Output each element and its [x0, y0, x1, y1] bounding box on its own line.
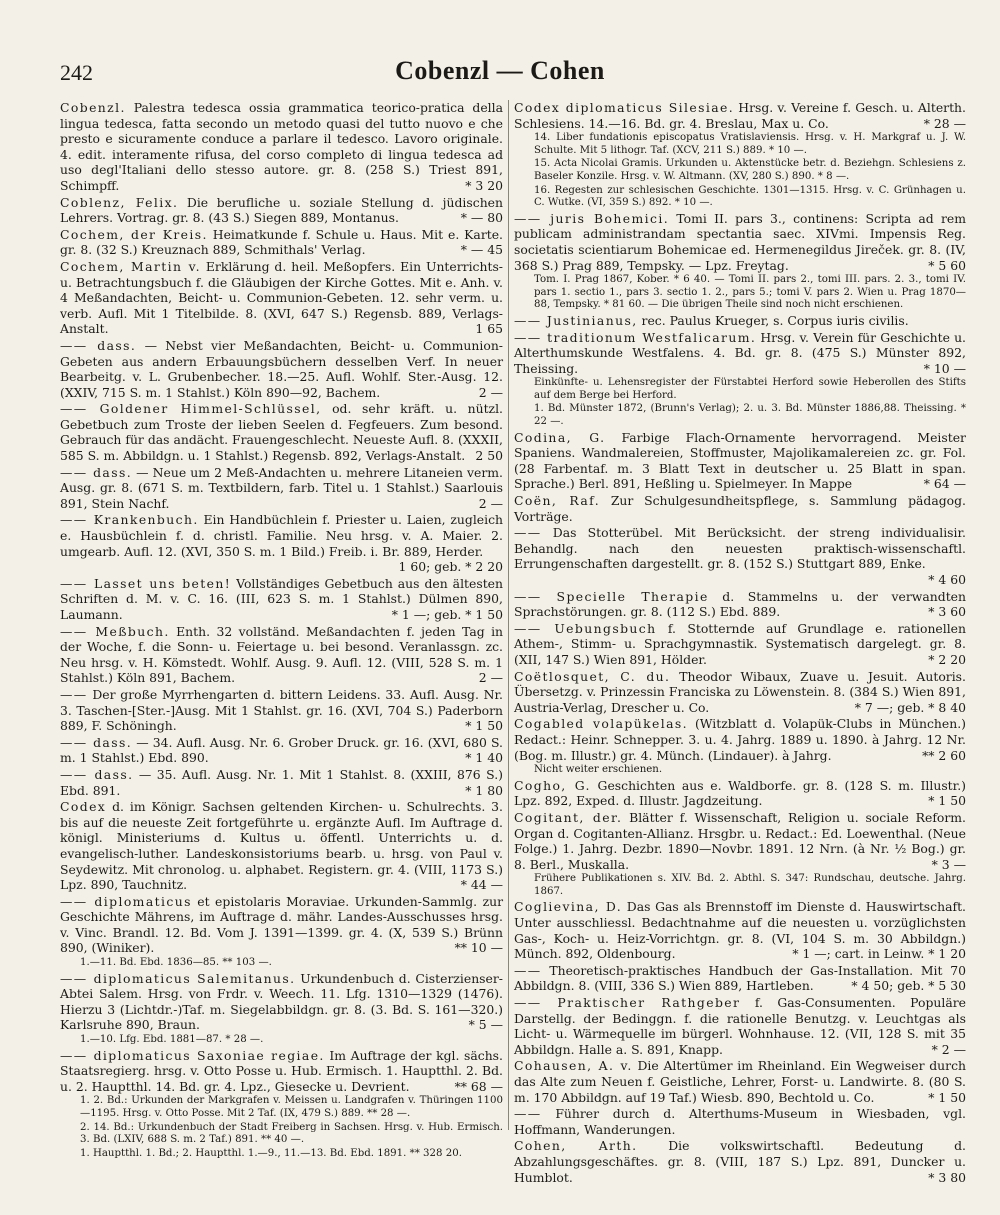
entry-text: rec. Paulus Krueger, s. Corpus iuris civilis. — [641, 312, 909, 328]
bibliography-entry — [514, 963, 966, 994]
entry-text: Im Auftrage der kgl. sächs. Staatsregierg. hrsg. v. Otto Posse u. Hub. Ermisch. 1. Hauptthl. 2. Bd. u. 2. Hauptthl. 14. Bd. gr. 4. Lpz., Giesecke u. Devrient. — [60, 1047, 503, 1094]
entry-heading: —— Praktischer Rathgeber — [514, 995, 741, 1011]
entry-price: * 64 — — [923, 476, 966, 492]
entry-heading: —— dass. — [60, 464, 133, 480]
entry-note: 1.—10. Lfg. Ebd. 1881—87. * 28 —. — [80, 1034, 264, 1046]
entry-price: ** 10 — — [454, 940, 503, 956]
bibliography-entry — [60, 735, 503, 766]
entry-text: Die berufliche u. soziale Stellung d. jüdischen Lehrers. Vortrag. gr. 8. (43 S.) Siegen 889, Montanus. — [60, 194, 503, 226]
bibliography-entry — [60, 971, 503, 1033]
bibliography-entry — [60, 894, 503, 956]
bibliography-entry — [514, 778, 966, 809]
entry-price: 2 50 — [475, 448, 503, 464]
entry-heading: Coën, Raf. — [514, 493, 601, 509]
bibliography-entry — [514, 430, 966, 492]
entry-heading: Coglievina, D. — [514, 899, 623, 915]
bibliography-entry — [60, 195, 503, 226]
bibliography-entry — [514, 330, 966, 377]
entry-price: * 1 —; geb. * 1 50 — [391, 607, 503, 622]
running-head: Cobenzl — Cohen — [395, 56, 605, 85]
bibliography-entry — [514, 1138, 966, 1185]
entry-price: * 3 60 — [928, 604, 966, 620]
entry-price: ** 2 60 — [922, 747, 966, 763]
entry-text: Erklärung d. heil. Meßopfers. Ein Unterrichts- u. Betrachtungsbuch f. die Gläubigen der Kirche Gottes. Mit e. Anh. v. 4 Meßandachten, Beicht- u. Communion-Gebeten. 12. sehr verm. u. verb. Aufl. Mit 1 Titelbilde. 8. (XVI, 647 S.) Regensb. 889, Verlags-Anstalt. — [60, 258, 503, 337]
entry-price: * 7 —; geb. * 8 40 — [854, 699, 966, 715]
entry-note: 15. Acta Nicolai Gramis. Urkunden u. Aktenstücke betr. d. Beziehgn. Schlesiens z. Baseler Konzile. Hrsg. v. W. Altmann. (XV, 280 S.) 890. * 8 —. — [534, 158, 966, 182]
entry-note: 1. 2. Bd.: Urkunden der Markgrafen v. Meissen u. Landgrafen v. Thüringen 1100—1195. Hrsg. v. Otto Posse. Mit 2 Taf. (IX, 479 S.) 889. ** 28 —. — [80, 1095, 503, 1119]
entry-heading: Cohausen, A. v. — [514, 1058, 633, 1074]
entry-heading: Cogho, G. — [514, 777, 591, 793]
bibliography-entry — [60, 799, 503, 893]
entry-price: * 1 50 — [928, 793, 966, 809]
entry-text: Blätter f. Wissenschaft, Religion u. sociale Reform. Organ d. Cogitanten-Allianz. Hrsgbr. u. Redact.: Ed. Loewenthal. (Neue Folge.) 1. Jahrg. Dezbr. 1890—Novbr. 1891. 12 Nrn. (à Nr. ½ Bog.) gr. 8. Berl., Muskalla. — [514, 809, 966, 872]
entry-price: * 28 — — [923, 115, 966, 131]
entry-price: * 1 40 — [465, 750, 503, 766]
entry-price: * 1 —; cart. in Leinw. * 1 20 — [792, 946, 966, 962]
entry-text: (Witzblatt d. Volapük-Clubs in München.) Redact.: Heinr. Schnepper. 3. u. 4. Jahrg. 1889 u. 1890. à Jahrg. 12 Nr. (Bog. m. Illustr.) gr. 4. Münch. (Lindauer). à Jahrg. — [514, 716, 966, 763]
entry-heading: —— — [60, 686, 88, 702]
entry-note: 1.—11. Bd. Ebd. 1836—85. ** 103 —. — [80, 957, 272, 969]
entry-note: Einkünfte- u. Lehensregister der Fürstabtei Herford sowie Heberollen des Stifts auf dem Berge bei Herford. — [534, 377, 966, 401]
entry-heading: Coblenz, Felix. — [60, 194, 179, 210]
entry-heading: —— traditionum Westfalicarum. — [514, 329, 757, 345]
entry-price: 2 — — [478, 495, 503, 511]
entry-price: * 3 20 — [465, 177, 503, 193]
entry-price: * 2 — — [931, 1041, 966, 1057]
entry-text: Urkundenbuch d. Cisterzienser-Abtei Salem. Hrsg. von Frdr. v. Weech. 11. Lfg. 1310—1329 (1476). Hierzu 3 (Lichtdr.-)Taf. m. Siegelabbildgn. gr. 8. (3. Bd. S. 161—320.) Karlsruhe 890, Braun. — [60, 970, 503, 1033]
entry-text: Enth. 32 vollständ. Meßandachten f. jeden Tag in der Woche, f. die Sonn- u. Feiertage u. bei besond. Veranlassgn. zc. Neu hrsg. v. H. Kömstedt. Wohlf. Ausg. 9. Aufl. 12. (VIII, 528 S. m. 1 Stahlst.) Köln 891, Bachem. — [60, 623, 504, 686]
entry-note: 2. 14. Bd.: Urkundenbuch der Stadt Freiberg in Sachsen. Hrsg. v. Hub. Ermisch. 3. Bd. (LXIV, 688 S. m. 2 Taf.) 891. ** 40 —. — [80, 1121, 503, 1146]
entry-text: Das Stotterübel. Mit Berücksicht. der streng individualisir. Behandlg. nach den neuesten praktisch-wissenschaftl. Errungenschaften dargestellt. gr. 8. (152 S.) Stuttgart 889, Enke. — [514, 525, 966, 572]
entry-note: Frühere Publikationen s. XIV. Bd. 2. Abthl. S. 347: Rundschau, deutsche. Jahrg. 1867. — [534, 873, 966, 897]
entry-text: Theoretisch-praktisches Handbuch der Gas-Installation. Mit 70 Abbildgn. 8. (VIII, 336 S.) Wien 889, Hartleben. — [514, 962, 966, 994]
bibliography-entry — [514, 100, 966, 131]
bibliography-entry — [514, 899, 966, 961]
entry-text: Die Altertümer im Rheinland. Ein Wegweiser durch das Alte zum Neuen f. Geistliche, Lehrer, Forst- u. Landwirte. 8. (80 S. m. 170 Abbildgn. auf 19 Taf.) Wiesb. 890, Bechtold u. Co. — [514, 1058, 966, 1105]
bibliography-entry — [514, 493, 966, 524]
entry-heading: —— juris Bohemici. — [514, 210, 670, 226]
entry-text: Die volkswirtschaftl. Bedeutung d. Abzahlungsgeschäftes. gr. 8. (VIII, 187 S.) Lpz. 891, Duncker u. Humblot. — [514, 1138, 966, 1185]
entry-text: Der große Myrrhengarten d. bittern Leidens. 33. Aufl. Ausg. Nr. 3. Taschen-[Ster.-]Ausg. Mit 1 Stahlst. gr. 16. (XVI, 704 S.) Paderborn 889, F. Schöningh. — [60, 686, 503, 734]
entry-price: * 1 80 — [465, 782, 503, 798]
entry-price: * 1 50 — [928, 1089, 966, 1105]
entry-text: — Neue um 2 Meß-Andachten u. mehrere Litaneien verm. Ausg. gr. 8. (671 S. m. Textbildern, farb. Titel u. 1 Stahlst.) Saarlouis 891, Stein Nachf. — [60, 464, 503, 511]
entry-text: f. Gas-Consumenten. Populäre Darstellg. der Bedinggn. f. die rationelle Benutzg. v. Leuchtgas als Licht- u. Wärmequelle im bürgerl. Wohnhause. 12. (VII, 128 S. mit 35 Abbildgn. Halle a. S. 891, Knapp. — [514, 995, 966, 1057]
entry-price: * 4 50; geb. * 5 30 — [851, 978, 966, 994]
entry-price: * 2 20 — [928, 651, 966, 667]
entry-text: Das Gas als Brennstoff im Dienste d. Hauswirtschaft. Unter ausschliessl. Bedachtnahme auf die neuesten u. vorzüglichsten Gas-, Koch- u. Heiz-Vorrichtgn. gr. 8. (VI, 104 S. m. 30 Abbildgn.) Münch. 892, Oldenbourg. — [514, 899, 966, 962]
entry-heading: —— — [514, 525, 542, 541]
entry-text: Theodor Wibaux, Zuave u. Jesuit. Autoris. Übersetzg. v. Prinzessin Franciska zu Löwenstein. 8. (384 S.) Wien 891, Austria-Verlag, Drescher u. Co. — [514, 668, 966, 715]
entry-text: Führer durch d. Alterthums-Museum in Wiesbaden, vgl. Hoffmann, Wanderungen. — [514, 1106, 966, 1137]
entry-price: * 10 — — [923, 360, 966, 376]
entry-price: 2 — — [478, 670, 503, 686]
bibliography-entry — [514, 1106, 966, 1137]
entry-heading: Cochem, Martin v. — [60, 258, 201, 274]
entry-heading: —— — [514, 1106, 542, 1122]
entry-heading: —— diplomaticus — [60, 893, 192, 909]
entry-heading: —— Justinianus, — [514, 312, 638, 328]
entry-price: ** 68 — — [454, 1078, 503, 1094]
bibliography-entry — [60, 338, 503, 400]
bibliography-entry — [60, 100, 503, 194]
bibliography-entry — [514, 211, 966, 273]
entry-heading: —— dass. — [60, 337, 137, 353]
entry-price: * 44 — — [460, 877, 503, 893]
bibliography-entry — [514, 621, 966, 668]
bibliography-entry — [514, 669, 966, 716]
entry-text: Vollständiges Gebetbuch aus den ältesten Schriften d. M. v. C. 16. (III, 623 S. m. 1 Stahlst.) Dülmen 890, Laumann. — [60, 575, 503, 622]
bibliography-entry — [60, 1048, 503, 1095]
entry-price: * 4 60 — [928, 572, 966, 587]
bibliography-entry — [60, 401, 503, 463]
entry-heading: —— diplomaticus Saxoniae regiae. — [60, 1047, 325, 1063]
entry-note: 16. Regesten zur schlesischen Geschichte. 1301—1315. Hrsg. v. C. Grünhagen u. C. Wutke. (VI, 359 S.) 892. * 10 —. — [534, 184, 966, 209]
entry-note: Tom. I. Prag 1867, Kober. * 6 40. — Tomi II. pars 2., tomi III. pars. 2. 3., tomi IV. pars 1. sectio 1., pars 3. sectio 1. 2., pars 5.; tomi V. pars 2. Wien u. Prag 1870—88, Tempsky. * 81 60. — Die übrigen Theile sind noch nicht erschienen. — [534, 274, 966, 311]
bibliography-entry — [60, 576, 503, 623]
column-divider — [508, 100, 509, 1130]
bibliography-entry — [514, 589, 966, 620]
entry-heading: Cochem, der Kreis. — [60, 226, 208, 242]
entry-price: 2 — — [478, 384, 503, 400]
entry-text: Hrsg. v. Vereine f. Gesch. u. Alterth. Schlesiens. 14.—16. Bd. gr. 4. Breslau, Max u. Co. — [514, 100, 966, 131]
entry-heading: Cobenzl. — [60, 100, 126, 115]
entry-text: d. Stammelns u. der verwandten Sprachstörungen. gr. 8. (112 S.) Ebd. 889. — [514, 588, 966, 620]
entry-text: Tomi II. pars 3., continens: Scripta ad rem publicam administrandam spectantia saec. XIVmi. Impensis Reg. societatis scientiarum Bohemicae ed. Hermenegildus Jireček. gr. 8. (IV, 368 S.) Prag 889, Tempsky. — Lpz. Freytag. — [514, 210, 967, 273]
bibliography-entry — [514, 525, 966, 587]
bibliography-entry — [60, 687, 503, 734]
bibliography-entry — [514, 1058, 966, 1105]
entry-heading: Codex diplomaticus Silesiae. — [514, 100, 735, 115]
entry-heading: —— Krankenbuch. — [60, 512, 199, 528]
entry-note: 14. Liber fundationis episcopatus Vratislaviensis. Hrsg. v. H. Markgraf u. J. W. Schulte. Mit 5 lithogr. Taf. (XCV, 211 S.) 889. * 10 —. — [534, 132, 966, 156]
entry-heading: —— Goldener Himmel-Schlüssel, — [60, 401, 322, 417]
entry-price: * 3 — — [931, 856, 966, 872]
entry-heading: Cogabled volapükelas. — [514, 716, 688, 732]
entry-text: Hrsg. v. Verein für Geschichte u. Alterthumskunde Westfalens. 4. Bd. gr. 8. (475 S.) Münster 892, Theissing. — [514, 329, 966, 376]
entry-price: * — 80 — [460, 210, 503, 226]
entry-heading: —— diplomaticus Salemitanus. — [60, 970, 296, 986]
entry-heading: Coëtlosquet, C. du. — [514, 668, 671, 684]
entry-heading: —— dass. — [60, 734, 133, 750]
entry-heading: —— Lasset uns beten! — [60, 575, 232, 591]
bibliography-entry — [60, 465, 503, 512]
entry-heading: —— dass. — [60, 766, 134, 782]
entry-price: * 5 — — [468, 1017, 503, 1033]
bibliography-entry — [60, 624, 503, 686]
page-number: 242 — [60, 60, 93, 85]
entry-heading: —— Meßbuch. — [60, 623, 170, 639]
entry-heading: Codex — [60, 799, 107, 815]
entry-text: od. sehr kräft. u. nützl. Gebetbuch zum Troste der lieben Seelen d. Fegfeuers. Zum besond. Gebrauch für das andächt. Frauengeschlecht. Neueste Aufl. 8. (XXXII, 585 S. m. Abbildgn. u. 1 Stahlst.) Regensb. 892, Verlags-Anstalt. — [60, 401, 503, 464]
bibliography-entry — [60, 512, 503, 574]
entry-text: Farbige Flach-Ornamente hervorragend. Meister Spaniens. Wandmalereien, Stoffmuster, Majolikamalereien zc. gr. Fol. (28 Farbentaf. m. 3 Blatt Text in deutscher u. 25 Blatt in span. Sprache.) Berl. 891, Heßling u. Spielmeyer. In Mappe — [514, 429, 966, 492]
entry-text: Heimatkunde f. Schule u. Haus. Mit e. Karte. gr. 8. (32 S.) Kreuznach 889, Schmithals' Verlag. — [60, 226, 503, 258]
bibliography-entry — [60, 767, 503, 798]
entry-text: et epistolaris Moraviae. Urkunden-Sammlg. zur Geschichte Mährens, im Auftrage d. mähr. Landes-Ausschusses hrsg. v. Vinc. Brandl. 12. Bd. Vom J. 1391—1399. gr. 4. (X, 539 S.) Brünn 890, (Winiker). — [60, 893, 503, 956]
bibliography-entry — [60, 259, 503, 337]
bibliography-entry — [514, 995, 966, 1057]
entry-price: * 3 80 — [928, 1169, 966, 1185]
bibliography-entry — [514, 313, 966, 329]
entry-heading: Codina, G. — [514, 429, 606, 445]
entry-text: Palestra tedesca ossia grammatica teorico-pratica della lingua tedesca, fatta secondo un metodo quasi del tutto nuovo e che presto e sicuramente conduce a parlare il tedesco. Lavoro originale. 4. edit. interamente rifusa, del corso completo di lingua tedesca ad uso degl'Italiani dello stesso autore. gr. 8. (258 S.) Triest 891, Schimpff. — [60, 100, 503, 193]
entry-heading: —— Uebungsbuch — [514, 620, 657, 636]
entry-text: Ein Handbüchlein f. Priester u. Laien, zugleich e. Hausbüchlein f. d. christl. Familie. Neu hrsg. v. A. Maier. 2. umgearb. Aufl. 12. (XVI, 350 S. m. 1 Bild.) Freib. i. Br. 889, Herder. — [60, 512, 503, 559]
bibliography-entry — [60, 227, 503, 258]
entry-heading: —— — [514, 962, 542, 978]
left-column — [60, 100, 503, 1161]
entry-text: Geschichten aus e. Waldborfe. gr. 8. (128 S. m. Illustr.) Lpz. 892, Exped. d. Illustr. Jagdzeitung. — [514, 777, 966, 809]
entry-text: f. Stotternde auf Grundlage e. rationellen Athem-, Stimm- u. Sprachgymnastik. Systematisch dargelegt. gr. 8. (XII, 147 S.) Wien 891, Hölder. — [514, 620, 966, 667]
entry-price: * 5 60 — [928, 257, 966, 273]
entry-text: — 34. Aufl. Ausg. Nr. 6. Grober Druck. gr. 16. (XVI, 680 S. m. 1 Stahlst.) Ebd. 890. — [60, 734, 503, 766]
entry-heading: Cogitant, der. — [514, 809, 623, 825]
entry-note: Nicht weiter erschienen. — [534, 764, 663, 776]
entry-note: 1. Bd. Münster 1872, (Brunn's Verlag); 2. u. 3. Bd. Münster 1886,88. Theissing. * 22 —. — [534, 403, 966, 428]
entry-heading: —— Specielle Therapie — [514, 588, 709, 604]
entry-text: — Nebst vier Meßandachten, Beicht- u. Communion-Gebeten aus andern Erbauungsbüchern desselben Verf. In neuer Bearbeitg. v. L. Grubenbecher. 18.—25. Aufl. Wohlf. Ster.-Ausg. 12. (XXIV, 715 S. m. 1 Stahlst.) Köln 890—92, Bachem. — [60, 337, 503, 400]
entry-price: * 1 50 — [465, 718, 503, 734]
entry-text: Zur Schulgesundheitspflege, s. Sammlung pädagog. Vorträge. — [514, 493, 966, 524]
entry-price: 1 65 — [475, 321, 503, 337]
bibliography-entry — [514, 810, 966, 872]
entry-price: * — 45 — [460, 242, 503, 258]
entry-text: — 35. Aufl. Ausg. Nr. 1. Mit 1 Stahlst. 8. (XXIII, 876 S.) Ebd. 891. — [60, 766, 503, 798]
entry-note: 1. Hauptthl. 1. Bd.; 2. Hauptthl. 1.—9., 11.—13. Bd. Ebd. 1891. ** 328 20. — [80, 1147, 462, 1159]
entry-price: 1 60; geb. * 2 20 — [398, 559, 503, 575]
entry-text: d. im Königr. Sachsen geltenden Kirchen- u. Schulrechts. 3. bis auf die neueste Zeit fortgeführte u. ergänzte Aufl. Im Auftrage d. königl. Ministeriums d. Kultus u. öffentl. Unterrichts u. d. evangelisch-luther. Landeskonsistoriums bearb. u. hrsg. von Paul v. Seydewitz. Mit chronolog. u. alphabet. Registern. gr. 4. (VIII, 1173 S.) Lpz. 890, Tauchnitz. — [60, 799, 503, 893]
bibliography-entry — [514, 716, 966, 763]
entry-heading: Cohen, Arth. — [514, 1138, 638, 1154]
right-column — [514, 100, 966, 1186]
